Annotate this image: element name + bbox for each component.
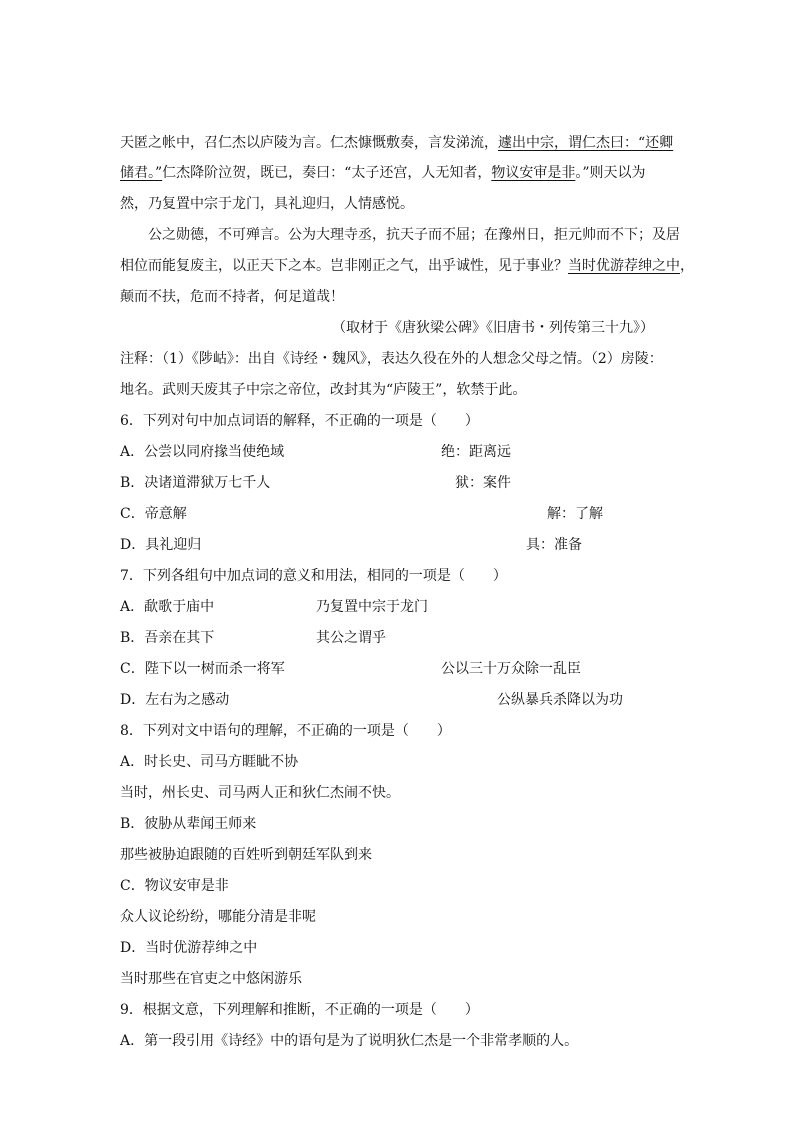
q8-option-a[interactable]: A．时长史、司马方睚眦不协 [120,754,299,770]
underlined-text: 物议安审是非 [491,165,576,181]
q8-option-b[interactable]: B．彼胁从辈闻王师来 [120,816,257,832]
q6-option-c[interactable]: C．帝意解 [120,506,187,522]
q8-option-a-explain: 当时，州长史、司马两人正和狄仁杰闹不快。 [120,785,400,801]
q6-option-a[interactable]: A．公尝以同府掾当使绝域 [120,444,285,460]
notes-line: 注释：（1）《陟岵》：出自《诗经・魏风》，表达久役在外的人想念父母之情。（2）房陵： [120,351,663,367]
q8-option-c-explain: 众人议论纷纷，哪能分清是非呢 [120,909,316,925]
passage-text: 相位而能复废主，以正天下之本。岂非刚正之气，出乎诚性，见于事业？ [120,258,568,274]
q7-option-b-pair: 其公之谓乎 [316,630,386,646]
q7-option-c-pair: 公以三十万众除一乱臣 [441,661,581,677]
q7-option-a-pair: 乃复置中宗于龙门 [316,599,428,615]
passage-line: 公之勋德，不可殚言。公为大理寺丞，抗天子而不屈；在豫州日，拒元帅而不下；及居 [148,227,680,243]
passage-line: 然，乃复置中宗于龙门，具礼迎归，人情感悦。 [120,196,414,212]
passage-line [120,256,694,276]
notes-line: 地名。武则天废其子中宗之帝位，改封其为“庐陵王”，软禁于此。 [120,382,527,398]
q6-option-b-gloss: 狱：案件 [455,475,511,491]
q7-option-d-pair: 公纵暴兵杀降以为功 [497,692,623,708]
passage-line [120,133,673,153]
q8-option-d-explain: 当时那些在官吏之中悠闲游乐 [120,971,302,987]
passage-line: 颠而不扶，危而不持者，何足道哉！ [120,289,344,305]
q8-option-d[interactable]: D．当时优游荐绅之中 [120,940,258,956]
q6-option-d[interactable]: D．具礼迎归 [120,537,202,553]
underlined-text: 当时优游荐绅之中 [568,258,680,274]
q6-option-d-gloss: 具：准备 [526,537,582,553]
q6-option-b[interactable]: B．决诸道滞狱万七千人 [120,475,271,491]
source-citation: （取材于《唐狄梁公碑》《旧唐书・列传第三十九》） [332,320,654,336]
q9-option-a[interactable]: A．第一段引用《诗经》中的语句是为了说明狄仁杰是一个非常孝顺的人。 [120,1033,579,1049]
passage-text: 天匿之帐中，召仁杰以庐陵为言。仁杰慷慨敷奏，言发涕流， [120,135,498,151]
underlined-text: 储君。” [120,165,163,181]
q6-option-a-gloss: 绝：距离远 [441,444,511,460]
passage-text: 仁杰降阶泣贺，既已，奏曰：“太子还宫，人无知者， [162,165,492,181]
question-7-stem: 7．下列各组句中加点词的意义和用法，相同的一项是（ ） [120,568,507,584]
q6-option-c-gloss: 解：了解 [547,506,603,522]
passage-line [120,163,646,183]
question-9-stem: 9．根据文意，下列理解和推断，不正确的一项是（ ） [120,1002,479,1018]
question-8-stem: 8．下列对文中语句的理解，不正确的一项是（ ） [120,723,451,739]
q7-option-c[interactable]: C．陛下以一树而杀一将军 [120,661,285,677]
question-6-stem: 6．下列对句中加点词语的解释，不正确的一项是（ ） [120,413,479,429]
q7-option-a[interactable]: A．歃歌于庙中 [120,599,215,615]
q8-option-c[interactable]: C．物议安审是非 [120,878,229,894]
q8-option-b-explain: 那些被胁迫跟随的百姓听到朝廷军队到来 [120,847,372,863]
q7-option-d[interactable]: D．左右为之感动 [120,692,230,708]
passage-text: 。”则天以为 [575,165,646,181]
q7-option-b[interactable]: B．吾亲在其下 [120,630,215,646]
passage-text: ， [680,258,694,274]
underlined-text: 遽出中宗，谓仁杰曰：“还卿 [498,135,674,151]
